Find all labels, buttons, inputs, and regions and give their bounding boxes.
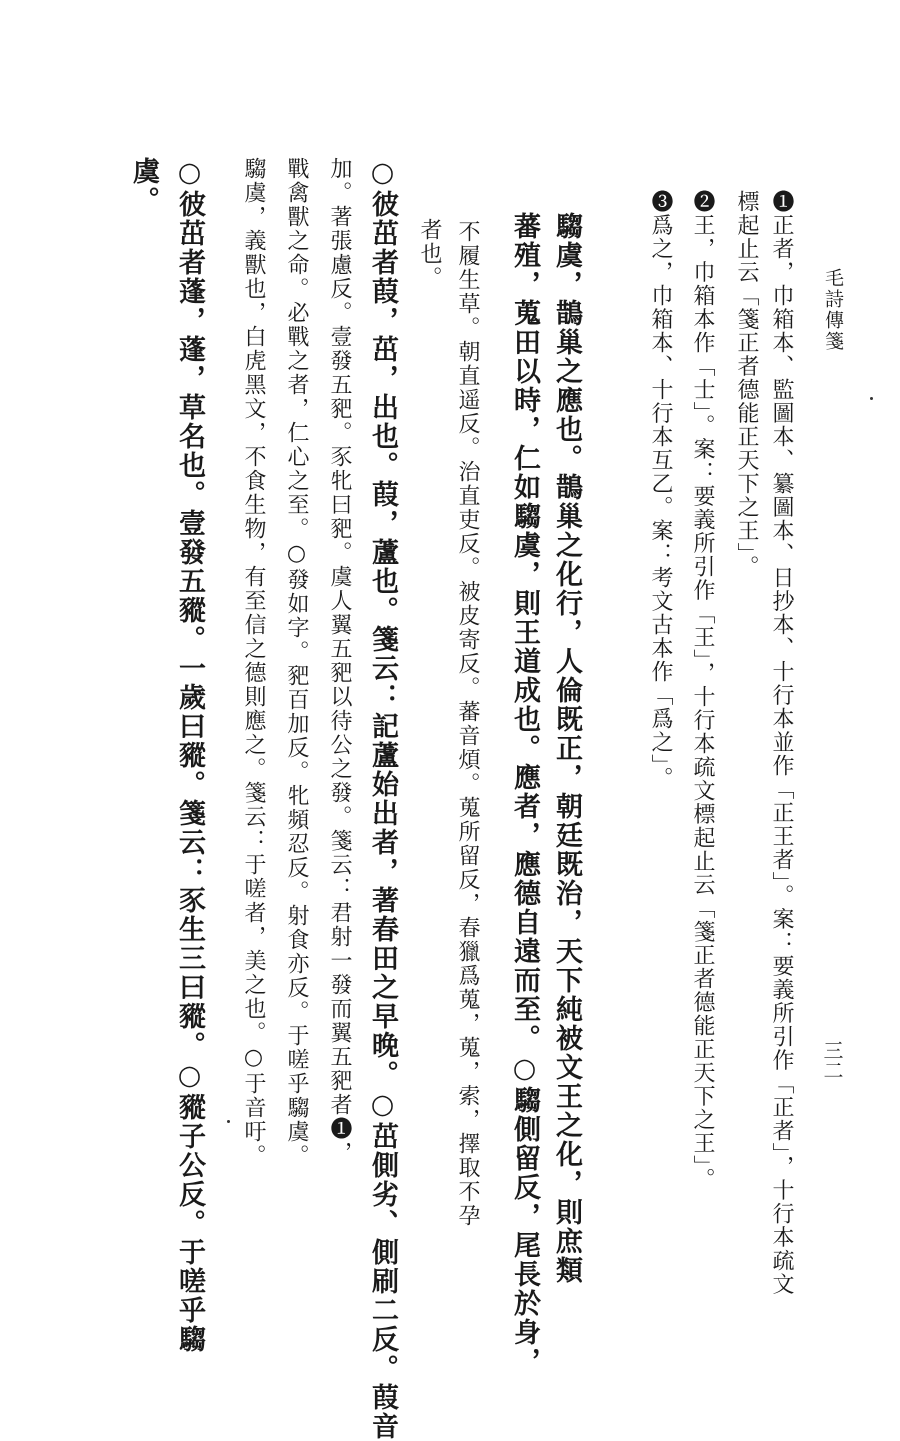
text-column-4: 不履生草。朝直遥反。治直吏反。被皮寄反。蕃音煩。蒐所留反，春獵爲蒐，蒐，索，擇取不孕 xyxy=(455,220,480,1228)
text-column-8: 騶虞，義獸也，白虎黑文，不食生物，有至信之德則應之。箋云：于嗟者，美之也。○于音吁。 xyxy=(241,157,266,1168)
footnote-1-continued: 標起止云「箋正者德能正天下之王」。 xyxy=(734,190,759,579)
text-column-6: 加。著張慮反。壹發五豝。豕牝曰豝。虞人翼五豝以待公之發。箋云：君射一發而翼五豝者❶， xyxy=(327,157,352,1165)
footnote-3: ❸爲之，巾箱本、十行本互乙。案：考文古本作「爲之」。 xyxy=(648,190,673,790)
page-header-title: 毛詩傳箋 xyxy=(822,268,844,352)
footnote-2: ❷王，巾箱本作「士」。案：要義所引作「王」，十行本疏文標起止云「箋正者德能正天下之王」。 xyxy=(690,190,715,1191)
text-column-7: 戰禽獸之命。必戰之者，仁心之至。○發如字。豝百加反。牝頻忍反。射食亦反。于嗟乎騶虞。 xyxy=(284,157,309,1168)
scan-speck xyxy=(870,397,873,400)
text-column-5: ○彼茁者葭，茁，出也。葭，蘆也。箋云：記蘆始出者，著春田之早晚。○茁側劣、側刷二反。葭音 xyxy=(367,157,398,1441)
text-column-10: 虞。 xyxy=(128,157,159,215)
text-column-1: 者也。 xyxy=(417,218,442,290)
text-column-2: 騶虞，鵲巢之應也。鵲巢之化行，人倫既正，朝廷既治，天下純被文王之化，則庶類 xyxy=(551,212,582,1285)
scan-speck xyxy=(227,1120,230,1123)
text-column-3: 蕃殖，蒐田以時，仁如騶虞，則王道成也。應者，應德自遠而至。○騶側留反，尾長於身， xyxy=(509,212,540,1376)
text-column-9: ○彼茁者蓬，蓬，草名也。壹發五豵。一歲曰豵。箋云：豕生三曰豵。○豵子公反。于嗟乎騶 xyxy=(174,157,205,1354)
page-number: 三二 xyxy=(820,1040,844,1080)
footnote-1: ❶正者，巾箱本、監圖本、纂圖本、日抄本、十行本並作「正王者」。案：要義所引作「正者」，十行本疏文 xyxy=(769,190,794,1296)
